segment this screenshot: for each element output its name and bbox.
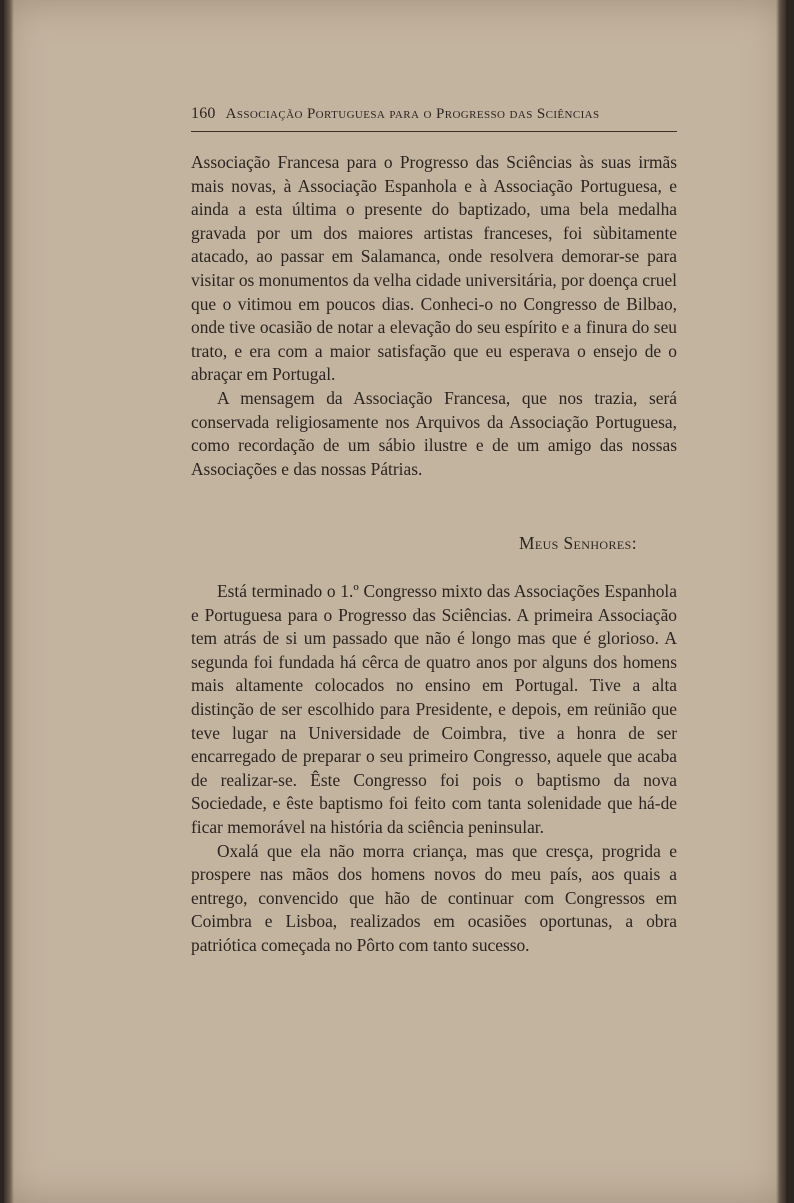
running-header (191, 105, 676, 123)
body-text-upper (191, 151, 677, 481)
paragraph: Associação Francesa para o Progresso das Sciências às suas irmãs mais novas, à Associação Espanhola e à Associação Portuguesa, e ainda a esta última o presente do baptizado, uma bela medalha gravada por um dos maiores artistas franceses, foi sùbitamente atacado, ao passar em Salamanca, onde resolvera demorar-se para visitar os monumentos da velha cidade universitária, por doença cruel que o vitimou em poucos dias. Conheci-o no Congresso de Bilbao, onde tive ocasião de notar a elevação do seu espírito e a finura do seu trato, e era com a maior satisfação que eu esperava o ensejo de o abraçar em Portugal. (191, 152, 677, 385)
salutation: Meus Senhores: (519, 533, 637, 553)
paragraph: A mensagem da Associação Francesa, que nos trazia, será conservada religiosamente nos Arquivos da Associação Portuguesa, como recordação de um sábio ilustre e de um amigo das nossas Associações e das nossas Pátrias. (191, 387, 677, 479)
header-rule (191, 131, 677, 132)
paragraph: Está terminado o 1.º Congresso mixto das Associações Espanhola e Portuguesa para o Progresso das Sciências. A primeira Associação tem atrás de si um passado que não é longo mas que é glorioso. A segunda foi fundada há cêrca de quatro anos por alguns dos homens mais altamente colocados no ensino em Portugal. Tive a alta distinção de ser escolhido para Presidente, e depois, em reünião que teve lugar na Universidade de Coimbra, tive a honra de ser encarregado de preparar o seu primeiro Congresso, aquele que acaba de realizar-se. Êste Congresso foi pois o baptismo da nova Sociedade, e êste baptismo foi feito com tanta solenidade que há-de ficar memorável na história da sciência peninsular. (191, 581, 677, 837)
running-title: Associação Portuguesa para o Progresso das Sciências (225, 106, 600, 122)
page-edge-right (776, 0, 786, 1203)
paragraph: Oxalá que ela não morra criança, mas que cresça, progrida e prospere nas mãos dos homens novos do meu país, aos quais a entrego, convencido que hão de continuar com Congressos em Coimbra e Lisboa, realizados em ocasiões oportunas, a obra patriótica começada no Pôrto com tanto sucesso. (191, 840, 677, 955)
page-edge-left (4, 0, 14, 1203)
body-text-lower (191, 580, 677, 958)
page-number: 160 (191, 105, 216, 122)
